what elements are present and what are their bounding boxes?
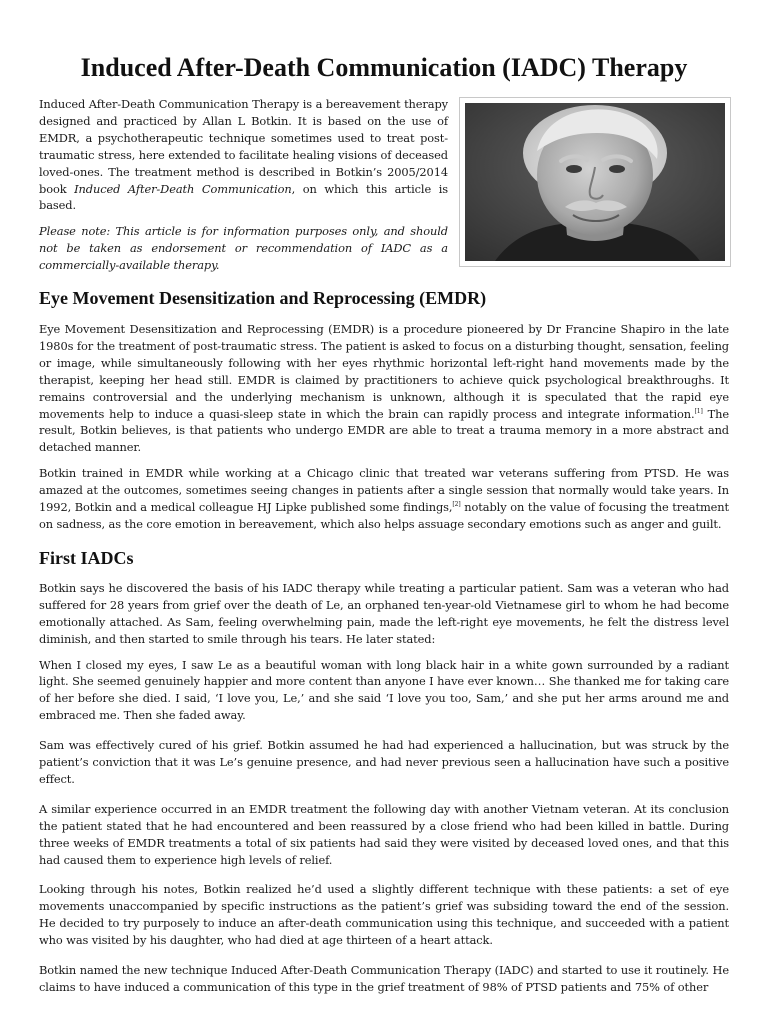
section-heading-first-iadcs: First IADCs xyxy=(39,547,134,568)
emdr-p1-text: Eye Movement Desensitization and Reprocessing (EMDR) is a procedure pioneered by Dr Francine Shapiro in the late 1980s for the treatment of post-traumatic stress. The patient is asked to focus on a disturbing thought, sensation, feeling or image, while simultaneously following with her eyes rhythmic horizontal left-right hand movements made by the therapist, keeping her head still. EMDR is claimed by practitioners to achieve quick psychological breakthroughs. It remains controversial and the underlying mechanism is unknown, although it is speculated that the rapid eye movements help to induce a quasi-sleep state in which the brain can rapidly process and integrate information. xyxy=(39,322,729,421)
footnote-ref-2[interactable]: [2] xyxy=(452,501,461,509)
article-body xyxy=(39,286,729,1005)
intro-section xyxy=(39,96,448,283)
portrait-frame xyxy=(459,97,731,267)
footnote-ref-1[interactable]: [1] xyxy=(694,407,703,415)
intro-text: Induced After-Death Communication Therapy is a bereavement therapy designed and practiced by Allan L Botkin. It is based on the use of EMDR, a psychotherapeutic technique sometimes used to treat post-traumatic stress, here extended to facilitate healing visions of deceased loved-ones. The treatment method is described in Botkin’s 2005/2014 book xyxy=(39,97,448,196)
first-paragraph-4: Looking through his notes, Botkin realized he’d used a slightly different technique with these patients: a set of eye movements unaccompanied by specific instructions as the patient’s grief was subsiding toward the end of the session. He decided to try purposely to induce an after-death communication using this technique, and succeeded with a patient who was visited by his daughter, who had died at age thirteen of a heart attack. xyxy=(39,882,729,948)
first-paragraph-5: Botkin named the new technique Induced After-Death Communication Therapy (IADC) and started to use it routinely. He claims to have induced a communication of this type in the grief treatment of 98% of PTSD patients and 75% of other xyxy=(39,963,729,994)
page-title: Induced After-Death Communication (IADC) Therapy xyxy=(80,53,688,82)
first-paragraph-1: Botkin says he discovered the basis of his IADC therapy while treating a particular patient. Sam was a veteran who had suffered for 28 years from grief over the death of Le, an orphaned ten-year-old Vietnamese girl to whom he had become emotionally attached. As Sam, feeling overwhelming pain, made the left-right eye movements, he felt the distress level diminish, and then started to smile through his tears. He later stated: xyxy=(39,580,729,646)
sam-quote: When I closed my eyes, I saw Le as a beautiful woman with long black hair in a white gown surrounded by a radiant light. She seemed genuinely happier and more content than anyone I have ever known… She thanked me for taking care of her before she died. I said, ‘I love you, Le,’ and she said ‘I love you too, Sam,’ and she put her arms around me and embraced me. Then she faded away. xyxy=(39,657,729,723)
disclaimer-note: Please note: This article is for information purposes only, and should not be taken as endorsement or recommendation of IADC as a commercially-available therapy. xyxy=(39,224,448,273)
emdr-paragraph-1 xyxy=(39,321,729,456)
intro-text-end: , on which this article is based. xyxy=(39,181,449,213)
emdr-p2-text-end: notably on the value of focusing the treatment on sadness, as the core emotion in bereavement, which also helps assuage secondary emotions such as anger and guilt. xyxy=(39,500,729,531)
first-paragraph-3: A similar experience occurred in an EMDR treatment the following day with another Vietnam veteran. At its conclusion the patient stated that he had encountered and been reassured by a close friend who had been killed in battle. During three weeks of EMDR treatments a total of six patients had said they were visited by deceased loved ones, and that this had caused them to experience high levels of relief. xyxy=(39,801,729,867)
book-title: Induced After-Death Communication xyxy=(74,181,292,196)
emdr-paragraph-2 xyxy=(39,465,729,533)
section-heading-emdr: Eye Movement Desensitization and Reprocessing (EMDR) xyxy=(39,288,487,308)
emdr-p1-text-end: The result, Botkin believes, is that patients who undergo EMDR are able to treat a trauma memory in a more abstract and detached manner. xyxy=(39,406,729,455)
intro-paragraph xyxy=(39,96,448,214)
emdr-p2-text: Botkin trained in EMDR while working at a Chicago clinic that treated war veterans suffering from PTSD. He was amazed at the outcomes, sometimes seeing changes in patients after a single session that normally would take years. In 1992, Botkin and a medical colleague HJ Lipke published some findings, xyxy=(39,466,729,515)
first-paragraph-2: Sam was effectively cured of his grief. Botkin assumed he had had experienced a hallucination, but was struck by the patient’s conviction that it was Le’s genuine presence, and had never previous seen a hallucination have such a positive effect. xyxy=(39,738,729,786)
portrait-photo-icon xyxy=(465,103,725,261)
